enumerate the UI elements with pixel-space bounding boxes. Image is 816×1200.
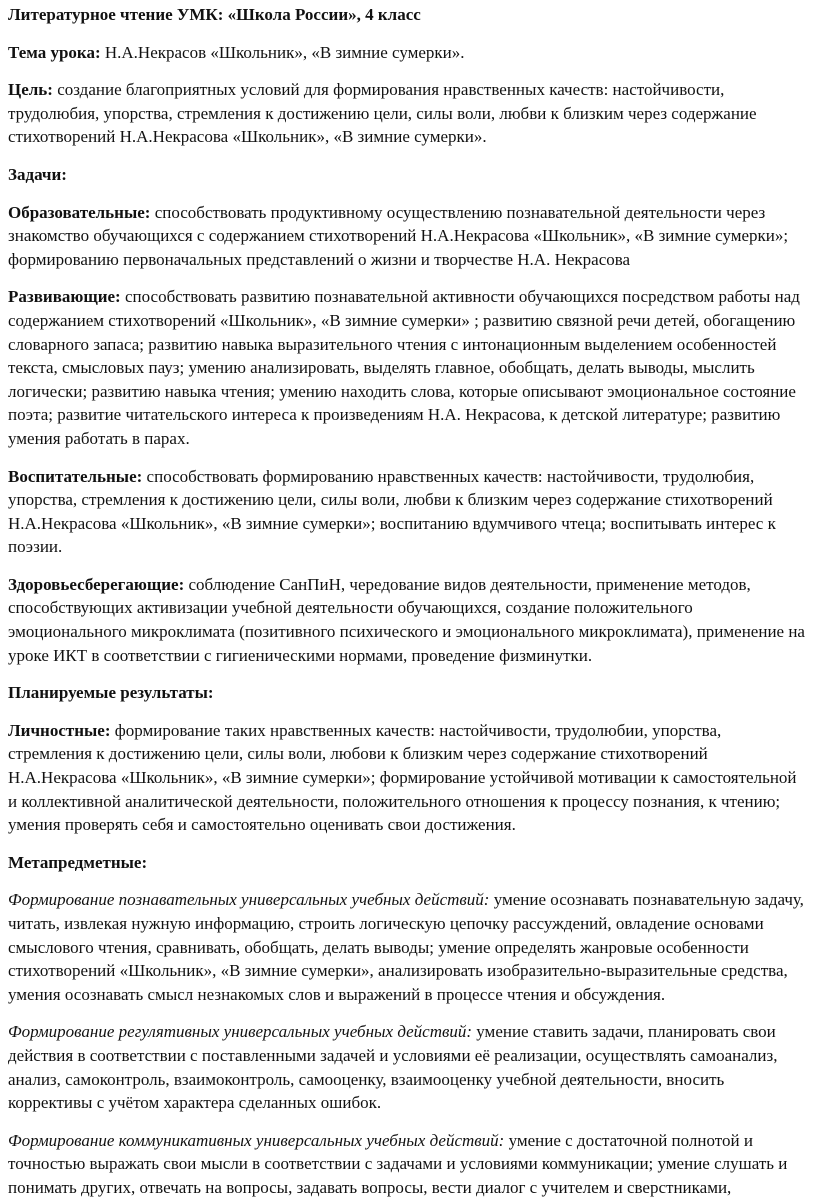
health-text: соблюдение СанПиН, чередование видов деятельности, применение методов, способствующих активизации учебной деятельности обучающихся, создание положительного эмоционального микроклимата (позитивного психического и эмоционального микроклимата), применение на уроке ИКТ в соответствии с гигиеническими нормами, проведение физминутки.: [8, 574, 805, 665]
cognitive-label: Формирование познавательных универсальных учебных действий:: [8, 890, 490, 910]
health-label: Здоровьесберегающие:: [8, 574, 185, 594]
personal-text: формирование таких нравственных качеств: настойчивости, трудолюбии, упорства, стремления к достижению цели, силы воли, любови к близким через содержание стихотворений Н.А.Некрасова «Школьник», «В зимние сумерки»; формирование устойчивой мотивации к самостоятельной и коллективной аналитической деятельности, положительного отношения к процессу познания, к чтению; умения проверять себя и самостоятельно оценивать свои достижения.: [8, 720, 797, 835]
communicative-label: Формирование коммуникативных универсальных учебных действий:: [8, 1130, 505, 1150]
educational-text: способствовать продуктивному осуществлению познавательной деятельности через знакомство обучающихся с содержанием стихотворений Н.А.Некрасова «Школьник», «В зимние сумерки»; формированию первоначальных представлений о жизни и творчестве Н.А. Некрасова: [8, 202, 789, 269]
upbringing-label: Воспитательные:: [8, 466, 143, 486]
header-text: Литературное чтение УМК: «Школа России», 4 класс: [8, 5, 421, 24]
cognitive-text: умение осознавать познавательную задачу, читать, извлекая нужную информацию, строить логическую цепочку рассуждений, овладение основами смыслового чтения, сравнивать, обобщать, делать выводы; умение определять жанровые особенности стихотворений «Школьник», «В зимние сумерки», анализировать изобразительно-выразительные средства, умения осознавать смысл незнакомых слов и выражений в процессе чтения и обсуждения.: [8, 890, 804, 1004]
meta-heading-text: Метапредметные:: [8, 852, 148, 872]
topic-text: Н.А.Некрасов «Школьник», «В зимние сумерки».: [100, 42, 465, 62]
cognitive-paragraph: [8, 888, 806, 1006]
regulative-label: Формирование регулятивных универсальных учебных действий:: [8, 1022, 473, 1042]
results-heading: [8, 681, 806, 705]
topic-paragraph: [8, 41, 806, 65]
meta-heading: [8, 851, 806, 875]
developing-text: способствовать развитию познавательной активности обучающихся посредством работы над содержанием стихотворений «Школьник», «В зимние сумерки» ; развитию связной речи детей, обогащению словарного запаса; развитию навыка выразительного чтения с интонационным выделением особенностей текста, смысловых пауз; умению анализировать, выделять главное, обобщать, делать выводы, мыслить логически; развитию навыка чтения; умению находить слова, которые описывают эмоциональное состояние поэта; развитие читательского интереса к произведениям Н.А. Некрасова, к детской литературе; развитию умения работать в парах.: [8, 287, 800, 448]
tasks-heading-text: Задачи:: [8, 164, 67, 184]
developing-label: Развивающие:: [8, 287, 121, 307]
regulative-paragraph: [8, 1020, 806, 1114]
tasks-heading: [8, 163, 806, 187]
goal-label: Цель:: [8, 80, 53, 100]
regulative-text: умение ставить задачи, планировать свои действия в соответствии с поставленными задачей и условиями её реализации, осуществлять самоанализ, анализ, самоконтроль, взаимоконтроль, самооценку, взаимооценку учебной деятельности, вносить коррективы с учётом характера сделанных ошибок.: [8, 1022, 778, 1113]
communicative-paragraph: [8, 1129, 806, 1200]
document-header: [8, 3, 806, 27]
communicative-text: умение с достаточной полнотой и точностью выражать свои мысли в соответствии с задачами и условиями коммуникации; умение слушать и понимать других, отвечать на вопросы, задавать вопросы, вести диалог с учителем и сверстниками,: [8, 1130, 788, 1197]
educational-label: Образовательные:: [8, 202, 151, 222]
upbringing-text: способствовать формированию нравственных качеств: настойчивости, трудолюбия, упорства, стремления к достижению цели, силы воли, любви к близким через содержание стихотворений Н.А.Некрасова «Школьник», «В зимние сумерки»; воспитанию вдумчивого чтеца; воспитывать интерес к поэзии.: [8, 466, 776, 557]
goal-paragraph: [8, 78, 806, 149]
educational-paragraph: [8, 201, 806, 272]
results-heading-text: Планируемые результаты:: [8, 683, 214, 703]
upbringing-paragraph: [8, 465, 806, 559]
personal-paragraph: [8, 719, 806, 837]
developing-paragraph: [8, 285, 806, 450]
goal-text: создание благоприятных условий для формирования нравственных качеств: настойчивости, трудолюбия, упорства, стремления к достижению цели, силы воли, любви к близким через содержание стихотворений Н.А.Некрасова «Школьник», «В зимние сумерки».: [8, 80, 757, 147]
health-paragraph: [8, 573, 806, 667]
topic-label: Тема урока:: [8, 42, 101, 62]
personal-label: Личностные:: [8, 720, 111, 740]
